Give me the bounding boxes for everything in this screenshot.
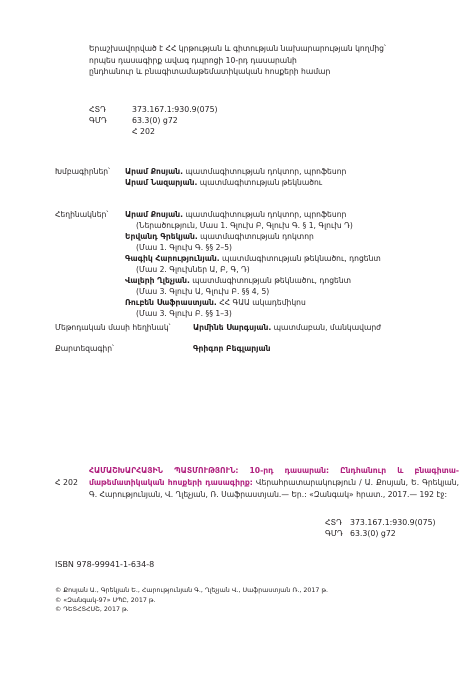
classification-codes-bottom (325, 517, 465, 541)
cartographer-name (193, 343, 271, 354)
biblio-details: Վերահրատարակություն / Ա. Քոսյան, Ե. Գրեկյան, Գ. Հարությունյան, Վ. Ղլեչյան, Ռ. Սաֆրաստյան.— Եր.: «Զանգակ» հրատ., 2017.— 192 էջ: (89, 478, 459, 499)
bbk-value: 63.3(0) ց72 (350, 529, 396, 538)
copyright-line: © Քոսյան Ա., Գրեկյան Ե., Հարությունյան Գ., Ղլեչյան Վ., Սաֆրաստյան Ռ., 2017 թ. (55, 587, 329, 594)
copyright-line: © ԴԵՏՀՏՀՍՇ, 2017 թ. (55, 606, 129, 613)
biblio-code: Հ 202 (55, 478, 78, 487)
editor-title: պատմագիտության թեկնածու (197, 178, 323, 187)
classification-codes-top (89, 104, 289, 138)
bbk-value: 63.3(0) ց72 (132, 116, 178, 125)
author-entry (125, 297, 381, 308)
author-note: (Մաս 2. Գլուխներ Ա, Բ, Գ, Դ) (136, 265, 250, 274)
author-title: պատմագիտության դոկտոր (197, 232, 314, 241)
author-entry (125, 275, 381, 286)
author-name: Երվանդ Գրեկյան. (125, 232, 198, 241)
method-author-name: Արմինե Սարգսյան. (193, 323, 272, 332)
editor-name: Արամ Քոսյան. (125, 167, 183, 176)
author-title: պատմագիտության թեկնածու, դոցենտ (189, 276, 352, 285)
author-title: պատմագիտության թեկնածու, դոցենտ (219, 254, 381, 263)
author-note: (Մաս 1. Գլուխ Գ. §§ 2–5) (136, 243, 232, 252)
authors-label: Հեղինակներ՝ (55, 210, 109, 219)
author-title: ՀՀ ԳԱԱ ակադեմիկոս (216, 298, 306, 307)
author-entry (125, 253, 381, 264)
author-note: (Մաս 3. Գլուխ Ա, Գլուխ Բ. §§ 4, 5) (136, 287, 270, 296)
editor-name: Արամ Նազարյան. (125, 178, 198, 187)
author-name: Գագիկ Հարությունյան. (125, 254, 220, 263)
copyright-line: © «Զանգակ-97» ՍՊԸ, 2017 թ. (55, 596, 156, 604)
method-author (193, 322, 381, 333)
author-note: (Մաս 3. Գլուխ Բ. §§ 1–3) (136, 309, 232, 318)
biblio-record (89, 465, 459, 501)
editor-entry (125, 166, 346, 177)
author-entry (125, 231, 381, 242)
approval-line: Երաշխավորված է ՀՀ կրթության և գիտության նախարարության կողմից՝ (89, 44, 386, 53)
approval-line: որպես դասագիրք ավագ դպրոցի 10-րդ դասարանի (89, 55, 297, 65)
copyright-block (55, 586, 328, 615)
approval-text (89, 43, 419, 78)
cartographer-name-text: Գրիգոր Բեգլարյան (193, 344, 271, 353)
method-author-label: Մեթոդական մասի հեղինակ՝ (55, 323, 171, 332)
author-note: (Ներածություն, Մաս 1. Գլուխ Բ, Գլուխ Գ. § 1, Գլուխ Դ) (136, 221, 353, 230)
author-name: Վալերի Ղլեչյան. (125, 276, 190, 285)
book-title: ՀԱՄԱՇԽԱՐՀԱՅԻՆ ՊԱՏՄՈՒԹՅՈՒՆ: 10-րդ դասարան: Ընդհանուր և բնագիտա-մաթեմատիկական հոսքերի դասագիրք: (89, 466, 459, 487)
method-author-title: պատմաբան, մանկավարժ (271, 323, 382, 332)
udc-label: ՀՏԴ (325, 518, 342, 527)
author-name: Ռուբեն Սաֆրաստյան. (125, 298, 217, 307)
author-title: պատմագիտության դոկտոր, պրոֆեսոր (183, 210, 347, 219)
author-mark: Հ 202 (132, 127, 155, 136)
author-entry (125, 209, 381, 220)
editor-entry (125, 177, 346, 188)
author-name: Արամ Քոսյան. (125, 210, 183, 219)
editors-list (125, 166, 346, 188)
cartographer-label: Քարտեզագիր՝ (55, 344, 114, 353)
authors-list (125, 209, 381, 319)
udc-label: ՀՏԴ (89, 105, 106, 114)
editor-title: պատմագիտության դոկտոր, պրոֆեսոր (183, 167, 347, 176)
editors-label: Խմբագիրներ՝ (55, 167, 110, 176)
isbn: ISBN 978-99941-1-634-8 (55, 560, 155, 569)
udc-value: 373.167.1:930.9(075) (350, 518, 436, 527)
approval-line: ընդհանուր և բնագիտամաթեմատիկական հոսքերի համար (89, 67, 331, 76)
bbk-label: ԳՄԴ (89, 116, 107, 125)
bbk-label: ԳՄԴ (325, 529, 343, 538)
udc-value: 373.167.1:930.9(075) (132, 105, 218, 114)
